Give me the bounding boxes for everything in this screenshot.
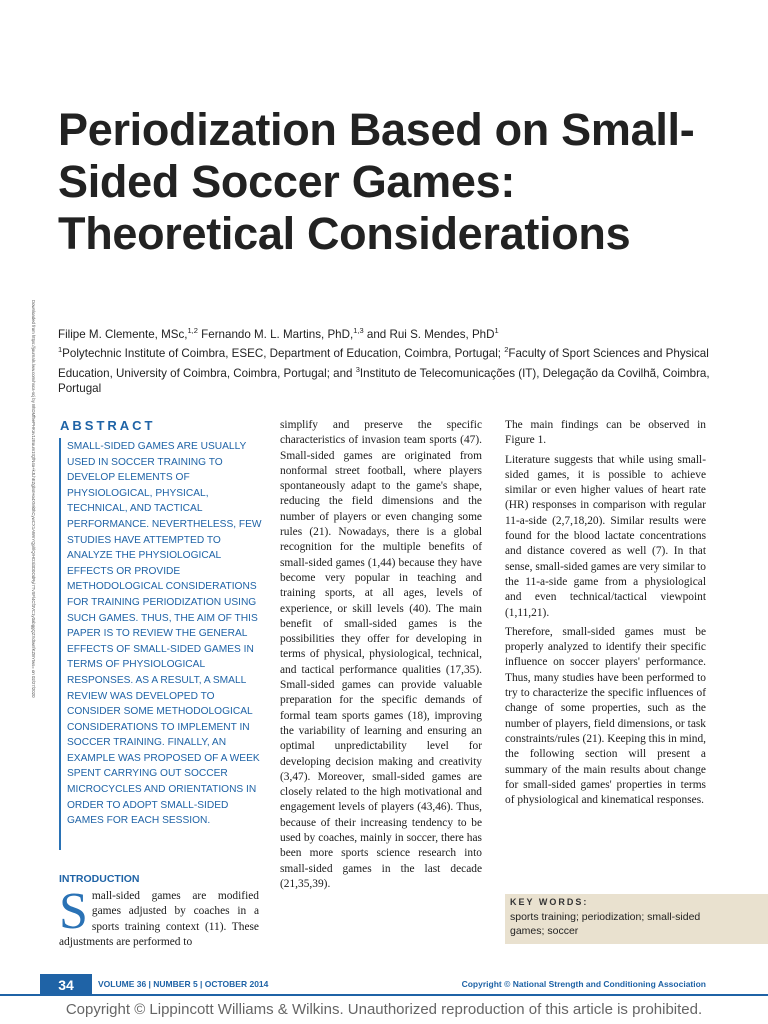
body-paragraph: Therefore, small-sided games must be properly analyzed to identify their specific influence on soccer players' performance. Thus, many studies have been performed to try to characterize the specific influences of change of some properties, such as the number of players, field dimensions, or task constraints/rules (21). Keeping this in mind, the following section will present a summary of the main results about change for small-sided games' properties in terms of physiological and kinematical responses. bbox=[505, 625, 706, 807]
affiliation: Faculty of Sport Sciences and Physical Education, University of Coimbra, Coimbra, Portugal; and bbox=[58, 347, 709, 380]
body-paragraph: simplify and preserve the specific characteristics of invasion team sports (47). Small-sided games are originated from nonformal street football, where players spontaneously adapt to the game's shape, reducing the field dimensions and the number of players or even changing some rules (21). Nowadays, there is a global recognition for the multiple benefits of small-sided games (1,44) because they have become very popular in teaching and training sports, at all ages, levels of experience, or skill levels (40). The main benefit of small-sided games is the possibilities they offer for developing in terms of physical, physiological, technical, and tactical performance qualities (17,35). Small-sided games can provide valuable preparation for the specific demands of formal team sports games (18), improving the variability of learning and ensuring an optimal unpredictability level for developing decision making and creativity (3,47). Moreover, small-sided games are closely related to the high motivational and engagement levels of players (43,46). Thus, because of their increasing tendency to be used by coaches, mainly in soccer, there has been more sports science research into small-sided games in the last decade (21,35,39). bbox=[280, 419, 482, 890]
introduction-paragraph bbox=[59, 883, 259, 950]
affiliation: Instituto de Telecomunicações (IT), Delegação da Covilhã, Coimbra, Portugal bbox=[58, 366, 710, 396]
affiliation-superscript: 2 bbox=[504, 345, 509, 355]
article-title: Periodization Based on Small-Sided Soccer Games: Theoretical Considerations bbox=[58, 104, 695, 259]
keywords-label: KEY WORDS: bbox=[510, 897, 589, 907]
author-line bbox=[58, 323, 718, 342]
author-superscript: 1 bbox=[494, 326, 499, 335]
footer-copyright bbox=[462, 979, 706, 989]
author-name: and Rui S. Mendes, PhD bbox=[363, 327, 495, 341]
page-number: 34 bbox=[40, 974, 92, 996]
author-superscript: 1,2 bbox=[187, 326, 198, 335]
keywords-text: sports training; periodization; small-sided games; soccer bbox=[510, 911, 701, 937]
affiliation-superscript: 1 bbox=[58, 345, 63, 355]
body-paragraph: Literature suggests that while using small-sided games, it is possible to achieve similar or even higher values of heart rate (HR) responses in comparison with regular 11-a-side (2,7,18,20). Similar results were found for the blood lactate concentrations and distance covered as well (7). In that sense, small-sided games are very similar to the 11-a-side game from a physiological and even technical/tactical viewpoint (1,11,21). bbox=[505, 453, 706, 619]
abstract-box bbox=[59, 438, 265, 850]
affiliations bbox=[58, 342, 718, 396]
copyright-prefix: Copyright © bbox=[461, 979, 513, 989]
issue-info: VOLUME 36 | NUMBER 5 | OCTOBER 2014 bbox=[98, 979, 269, 989]
body-column-3 bbox=[505, 418, 706, 812]
download-watermark: Downloaded from https://journals.lww.com/nsca-scj by BhDMf5ePHKav1zEoum1tQfN4a+kJLhEZgbsIHo4XMi0hCywCX1AWnYQp/IlQrHD3i3D0OdRyi7TvSFl4Cf3VC1y0abggQZXdtwnfKZBYtws= on 02/27/2020 bbox=[31, 300, 36, 698]
author-block bbox=[58, 323, 718, 397]
author-superscript: 1,3 bbox=[353, 326, 364, 335]
introduction-heading: INTRODUCTION bbox=[59, 873, 140, 885]
body-paragraph: The main findings can be observed in Figure 1. bbox=[505, 419, 706, 447]
drop-cap: S bbox=[59, 883, 88, 940]
page-footer bbox=[0, 974, 768, 996]
abstract-heading: ABSTRACT bbox=[60, 418, 156, 433]
copyright-organization: National Strength and Conditioning Association bbox=[512, 979, 706, 989]
footer-rule bbox=[0, 994, 768, 996]
keywords-box bbox=[505, 894, 768, 944]
author-name: Fernando M. L. Martins, PhD, bbox=[197, 327, 354, 341]
abstract-text: SMALL-SIDED GAMES ARE USUALLY USED IN SOCCER TRAINING TO DEVELOP ELEMENTS OF PHYSIOLOGICAL, PHYSICAL, TECHNICAL, AND TACTICAL PERFORMANCE. NEVERTHELESS, FEW STUDIES HAVE ATTEMPTED TO ANALYZE THE PHYSIOLOGICAL EFFECTS OR PROVIDE METHODOLOGICAL CONSIDERATIONS FOR TRAINING PERIODIZATION USING SUCH GAMES. THUS, THE AIM OF THIS PAPER IS TO REVIEW THE GENERAL EFFECTS OF SMALL-SIDED GAMES IN TERMS OF PHYSIOLOGICAL RESPONSES. AS A RESULT, A SMALL REVIEW WAS DEVELOPED TO CONSIDER SOME METHODOLOGICAL CONSIDERATIONS TO IMPLEMENT IN SOCCER TRAINING. FINALLY, AN EXAMPLE WAS PROPOSED OF A WEEK SPENT CARRYING OUT SOCCER MICROCYCLES AND ORIENTATIONS IN ORDER TO ADOPT SMALL-SIDED GAMES FOR EACH SESSION. bbox=[67, 441, 262, 827]
publisher-copyright: Copyright © Lippincott Williams & Wilkins. Unauthorized reproduction of this article is prohibited. bbox=[65, 1001, 703, 1018]
body-column-2 bbox=[280, 418, 482, 896]
introduction-text: mall-sided games are modified games adjusted by coaches in a sports training context (11). These adjustments are performed to bbox=[59, 890, 259, 948]
author-name: Filipe M. Clemente, MSc, bbox=[58, 327, 188, 341]
affiliation-superscript: 3 bbox=[355, 364, 360, 374]
affiliation: Polytechnic Institute of Coimbra, ESEC, Department of Education, Coimbra, Portugal; bbox=[62, 347, 505, 361]
